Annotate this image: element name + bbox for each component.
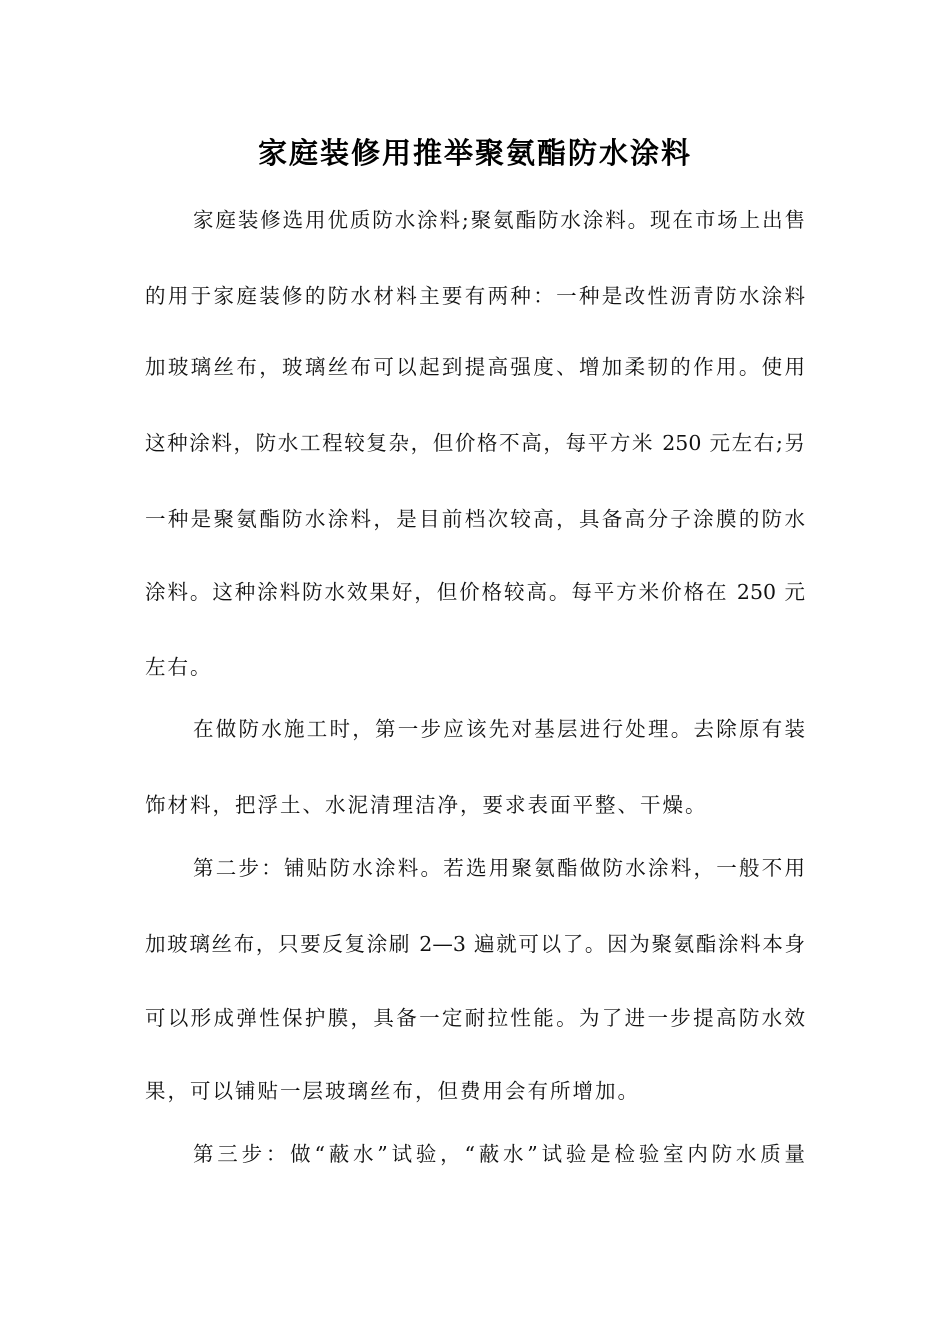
paragraph-2-line-2: 饰材料，把浮土、水泥清理洁净，要求表面平整、干燥。 — [145, 793, 708, 817]
paragraph-1-line-1: 家庭装修选用优质防水涂料;聚氨酯防水涂料。现在市场上出售 — [193, 208, 805, 232]
paragraph-1-line-4: 这种涂料，防水工程较复杂，但价格不高，每平方米 250 元左右;另 — [145, 431, 805, 455]
document-title: 家庭装修用推举聚氨酯防水涂料 — [257, 136, 692, 170]
paragraph-1-line-2: 的用于家庭装修的防水材料主要有两种：一种是改性沥青防水涂料 — [145, 284, 805, 308]
paragraph-3-line-1: 第二步：铺贴防水涂料。若选用聚氨酯做防水涂料，一般不用 — [193, 856, 805, 880]
paragraph-3-line-4: 果，可以铺贴一层玻璃丝布，但费用会有所增加。 — [145, 1079, 640, 1103]
paragraph-3-line-3: 可以形成弹性保护膜，具备一定耐拉性能。为了进一步提高防水效 — [145, 1006, 805, 1030]
paragraph-4-line-1: 第三步：做“蔽水”试验，“蔽水”试验是检验室内防水质量 — [193, 1142, 805, 1166]
paragraph-1-line-6: 涂料。这种涂料防水效果好，但价格较高。每平方米价格在 250 元 — [145, 580, 805, 604]
paragraph-1-line-7: 左右。 — [145, 655, 213, 679]
paragraph-3-line-2: 加玻璃丝布，只要反复涂刷 2—3 遍就可以了。因为聚氨酯涂料本身 — [145, 932, 805, 956]
paragraph-2-line-1: 在做防水施工时，第一步应该先对基层进行处理。去除原有装 — [193, 717, 805, 741]
paragraph-1-line-5: 一种是聚氨酯防水涂料，是目前档次较高，具备高分子涂膜的防水 — [145, 507, 805, 531]
paragraph-1-line-3: 加玻璃丝布，玻璃丝布可以起到提高强度、增加柔韧的作用。使用 — [145, 355, 805, 379]
